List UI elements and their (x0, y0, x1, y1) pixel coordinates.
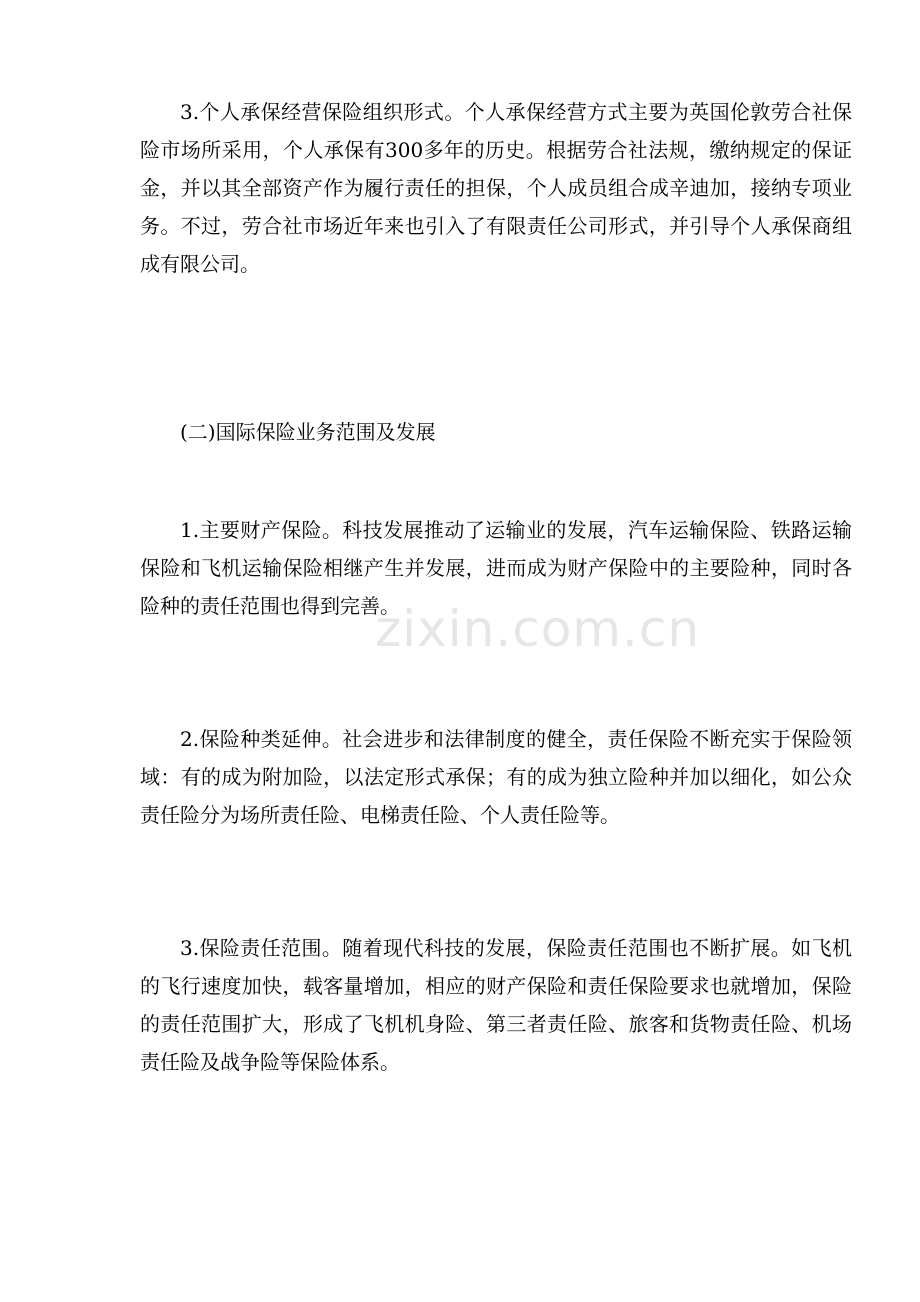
paragraph-property-insurance: 1.主要财产保险。科技发展推动了运输业的发展，汽车运输保险、铁路运输保险和飞机运输保险相继产生并发展，进而成为财产保险中的主要险种，同时各险种的责任范围也得到完善。 (140, 518, 852, 618)
watermark: zixin.com.cn (375, 600, 701, 658)
paragraph-insurance-types: 2.保险种类延伸。社会进步和法律制度的健全，责任保险不断充实于保险领域：有的成为附加险，以法定形式承保；有的成为独立险种并加以细化，如公众责任险分为场所责任险、电梯责任险、个人责任险等。 (140, 727, 852, 827)
section-heading-international-insurance: (二)国际保险业务范围及发展 (180, 420, 436, 444)
paragraph-individual-underwriting: 3.个人承保经营保险组织形式。个人承保经营方式主要为英国伦敦劳合社保险市场所采用，个人承保有300多年的历史。根据劳合社法规，缴纳规定的保证金，并以其全部资产作为履行责任的担保，个人成员组合成辛迪加，接纳专项业务。不过，劳合社市场近年来也引入了有限责任公司形式，并引导个人承保商组成有限公司。 (140, 100, 852, 276)
paragraph-liability-scope: 3.保险责任范围。随着现代科技的发展，保险责任范围也不断扩展。如飞机的飞行速度加快，载客量增加，相应的财产保险和责任保险要求也就增加，保险的责任范围扩大，形成了飞机机身险、第三者责任险、旅客和货物责任险、机场责任险及战争险等保险体系。 (140, 936, 852, 1074)
